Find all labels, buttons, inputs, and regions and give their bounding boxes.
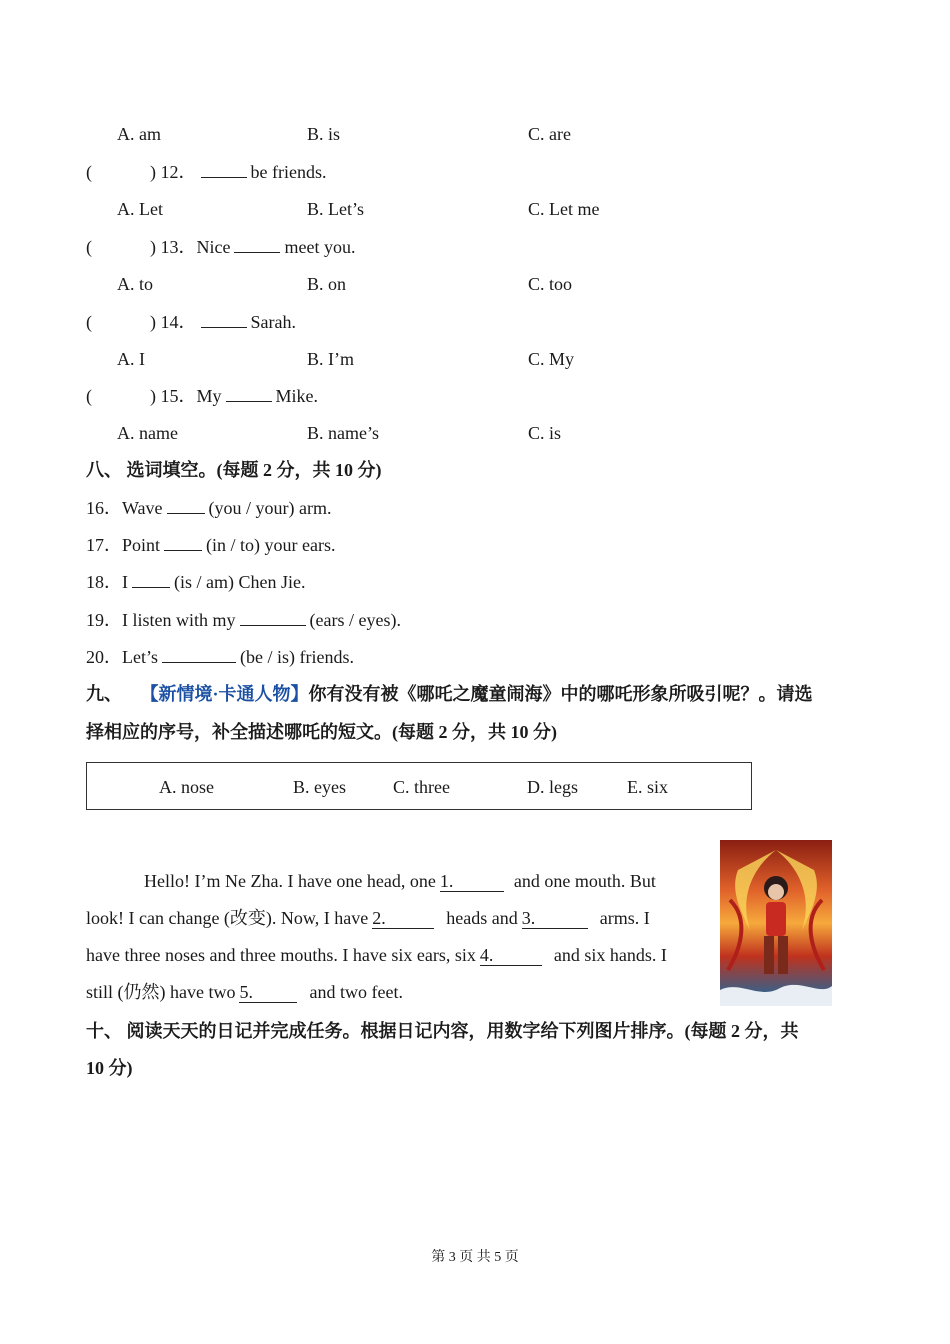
q11-option-b: B. is (307, 124, 341, 144)
q18-lead: 18．I (86, 572, 128, 592)
section9-title-rest: 你有没有被《哪吒之魔童闹海》中的哪吒形象所吸引呢？。请选 (308, 684, 813, 704)
word-bank-box (86, 762, 752, 810)
q13-option-c: C. too (528, 274, 573, 294)
passage-text-7: and six hands. I (553, 945, 667, 965)
q19-lead: 19．I listen with my (86, 610, 236, 630)
passage-text-9: and two feet. (309, 982, 403, 1002)
section9-title (86, 682, 813, 706)
q15-paren: ( (86, 386, 92, 406)
q12-tail: be friends. (250, 162, 327, 182)
passage-text-4: heads and (446, 908, 518, 928)
passage-text-2: and one mouth. But (513, 871, 656, 891)
q14-lead: ) 14． (150, 312, 197, 332)
q14-option-b: B. I’m (307, 349, 354, 369)
word-bank-b: B. eyes (293, 777, 346, 797)
q14-option-c: C. My (528, 349, 575, 369)
q20-blank (162, 646, 236, 663)
q18-blank (132, 571, 170, 588)
word-bank-a: A. nose (159, 777, 214, 797)
q13-stem (150, 235, 355, 259)
q19-blank (240, 609, 306, 626)
passage-blank-2: 2. (372, 908, 434, 929)
q16-lead: 16．Wave (86, 498, 163, 518)
page-footer: 第 3 页 共 5 页 (431, 1250, 519, 1265)
section8-title: 八、 选词填空。(每题 2 分，共 10 分) (86, 460, 382, 480)
q15-option-a: A. name (117, 423, 178, 443)
section9-tag: 【新情境·卡通人物】 (140, 684, 309, 704)
q12-option-a: A. Let (117, 199, 163, 219)
q14-tail: Sarah. (250, 312, 296, 332)
q16 (86, 496, 332, 520)
q12-lead: ) 12． (150, 162, 197, 182)
q19-tail: (ears / eyes). (309, 610, 401, 630)
passage-line-2 (86, 900, 708, 937)
q20-tail: (be / is) friends. (240, 647, 354, 667)
q13-paren: ( (86, 237, 92, 257)
q12-paren: ( (86, 162, 92, 182)
q16-blank (167, 497, 205, 514)
section10-title: 十、 阅读天天的日记并完成任务。根据日记内容，用数字给下列图片排序。(每题 2 分，共 (86, 1021, 799, 1041)
passage-blank-4: 4. (480, 945, 542, 966)
passage-text-3: look! I can change (改变). Now, I have (86, 908, 369, 928)
q12-option-c: C. Let me (528, 199, 600, 219)
q20 (86, 645, 354, 669)
q17-tail: (in / to) your ears. (206, 535, 336, 555)
q11-option-a: A. am (117, 124, 161, 144)
passage-text-6: have three noses and three mouths. I have six ears, six (86, 945, 476, 965)
q14-blank (201, 311, 247, 328)
section10-title-line2: 10 分) (86, 1058, 133, 1078)
passage-line-3 (86, 937, 708, 974)
q12-stem (150, 160, 326, 184)
q15-stem (150, 384, 318, 408)
nezha-passage (86, 863, 708, 1011)
q13-blank (234, 236, 280, 253)
q16-tail: (you / your) arm. (208, 498, 332, 518)
q14-stem (150, 310, 296, 334)
q18 (86, 570, 305, 594)
word-bank-c: C. three (393, 777, 450, 797)
passage-text-5: arms. I (599, 908, 650, 928)
passage-line-1 (86, 863, 708, 900)
word-bank-d: D. legs (527, 777, 578, 797)
passage-blank-5: 5. (239, 982, 297, 1003)
passage-blank-3: 3. (522, 908, 588, 929)
section9-number: 九、 (86, 684, 122, 704)
section9-title-line2: 择相应的序号，补全描述哪吒的短文。(每题 2 分，共 10 分) (86, 722, 557, 742)
q17 (86, 533, 335, 557)
q18-tail: (is / am) Chen Jie. (174, 572, 306, 592)
nezha-illustration (720, 840, 832, 1006)
passage-text-8: still (仍然) have two (86, 982, 236, 1002)
q17-lead: 17．Point (86, 535, 161, 555)
q13-tail: meet you. (284, 237, 356, 257)
q15-option-b: B. name’s (307, 423, 379, 443)
q20-lead: 20．Let’s (86, 647, 158, 667)
passage-line-4 (86, 974, 708, 1011)
q19 (86, 608, 401, 632)
q15-lead: ) 15．My (150, 386, 222, 406)
q13-option-b: B. on (307, 274, 347, 294)
q15-option-c: C. is (528, 423, 562, 443)
q15-blank (226, 385, 272, 402)
q15-tail: Mike. (275, 386, 318, 406)
q14-option-a: A. I (117, 349, 145, 369)
q11-option-c: C. are (528, 124, 571, 144)
q17-blank (164, 534, 202, 551)
q13-option-a: A. to (117, 274, 153, 294)
passage-blank-1: 1. (440, 871, 504, 892)
q13-lead: ) 13．Nice (150, 237, 231, 257)
q12-option-b: B. Let’s (307, 199, 364, 219)
word-bank-e: E. six (627, 777, 669, 797)
nezha-figure-icon (720, 840, 832, 1006)
q14-paren: ( (86, 312, 92, 332)
q12-blank (201, 161, 247, 178)
passage-text-1: Hello! I’m Ne Zha. I have one head, one (144, 871, 436, 891)
